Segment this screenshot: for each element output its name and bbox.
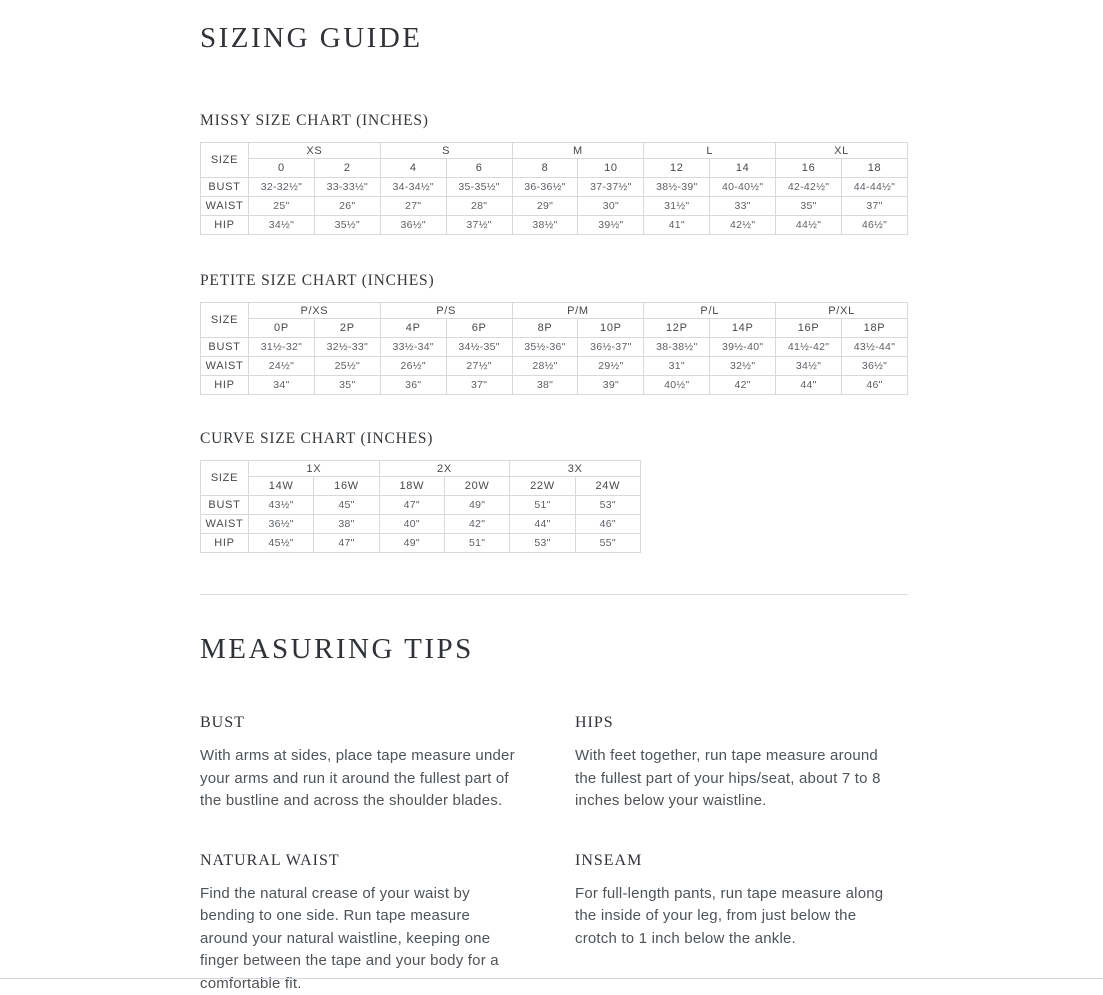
measurement-value: 25" — [249, 197, 315, 216]
measuring-tips-grid — [200, 713, 908, 995]
measurement-value: 26" — [314, 197, 380, 216]
measurement-value: 49" — [444, 496, 509, 515]
size-corner-label: SIZE — [201, 143, 249, 178]
curve-size-table — [200, 460, 641, 553]
measurement-value: 45½" — [249, 534, 314, 553]
size-label: 2P — [314, 319, 380, 338]
measurement-label: HIP — [201, 534, 249, 553]
size-label: 8 — [512, 159, 578, 178]
measurement-value: 37" — [842, 197, 908, 216]
measurement-value: 38" — [314, 515, 379, 534]
size-label: 14W — [249, 477, 314, 496]
size-label: 6P — [446, 319, 512, 338]
measurement-value: 29" — [512, 197, 578, 216]
measurement-value: 46" — [575, 515, 640, 534]
size-label: 2 — [314, 159, 380, 178]
size-label: 24W — [575, 477, 640, 496]
tip-bust-heading: BUST — [200, 713, 575, 732]
size-label: 14P — [710, 319, 776, 338]
size-group-label: 3X — [510, 461, 641, 477]
size-label: 10P — [578, 319, 644, 338]
measurement-value: 38-38½" — [644, 338, 710, 357]
measurement-value: 37" — [446, 376, 512, 395]
measurement-value: 37-37½" — [578, 178, 644, 197]
size-group-label: XS — [249, 143, 381, 159]
measurement-value: 27½" — [446, 357, 512, 376]
measurement-row — [201, 197, 908, 216]
missy-chart-title: MISSY SIZE CHART (INCHES) — [200, 111, 908, 130]
measurement-value: 36½" — [842, 357, 908, 376]
measurement-value: 43½-44" — [842, 338, 908, 357]
measurement-value: 47" — [314, 534, 379, 553]
measurement-value: 35½-36" — [512, 338, 578, 357]
tip-natural-waist — [200, 851, 575, 995]
size-label: 0P — [249, 319, 315, 338]
measurement-value: 44-44½" — [842, 178, 908, 197]
measurement-row — [201, 338, 908, 357]
measurement-value: 44" — [776, 376, 842, 395]
size-group-label: XL — [776, 143, 908, 159]
measurement-value: 39½-40" — [710, 338, 776, 357]
measurement-value: 35½" — [314, 216, 380, 235]
measurement-value: 32½-33" — [314, 338, 380, 357]
size-label: 20W — [444, 477, 509, 496]
measurement-value: 31½" — [644, 197, 710, 216]
measurement-value: 42" — [444, 515, 509, 534]
measurement-value: 53" — [575, 496, 640, 515]
measurement-label: BUST — [201, 338, 249, 357]
tip-inseam-heading: INSEAM — [575, 851, 908, 870]
measurement-value: 28" — [446, 197, 512, 216]
measurement-value: 29½" — [578, 357, 644, 376]
measurement-row — [201, 178, 908, 197]
tip-hips — [575, 713, 908, 813]
measurement-value: 44½" — [776, 216, 842, 235]
measurement-value: 51" — [510, 496, 575, 515]
size-group-label: P/XS — [249, 303, 381, 319]
measurement-value: 41½-42" — [776, 338, 842, 357]
measuring-tips-title: MEASURING TIPS — [200, 633, 908, 666]
measurement-value: 27" — [380, 197, 446, 216]
measurement-value: 33" — [710, 197, 776, 216]
measurement-value: 35" — [314, 376, 380, 395]
size-label: 4P — [380, 319, 446, 338]
measurement-value: 40" — [379, 515, 444, 534]
size-label: 16 — [776, 159, 842, 178]
size-group-label: 2X — [379, 461, 510, 477]
size-corner-label: SIZE — [201, 303, 249, 338]
measurement-value: 31½-32" — [249, 338, 315, 357]
size-group-label: P/L — [644, 303, 776, 319]
measurement-value: 36½" — [380, 216, 446, 235]
measurement-label: HIP — [201, 216, 249, 235]
measurement-value: 32½" — [710, 357, 776, 376]
curve-chart-title: CURVE SIZE CHART (INCHES) — [200, 429, 908, 448]
size-label: 18W — [379, 477, 444, 496]
measurement-value: 36½" — [249, 515, 314, 534]
measurement-value: 28½" — [512, 357, 578, 376]
measurement-value: 36" — [380, 376, 446, 395]
measurement-label: WAIST — [201, 197, 249, 216]
size-corner-label: SIZE — [201, 461, 249, 496]
measurement-label: BUST — [201, 178, 249, 197]
size-label: 10 — [578, 159, 644, 178]
size-label: 8P — [512, 319, 578, 338]
measurement-value: 42½" — [710, 216, 776, 235]
measurement-value: 43½" — [249, 496, 314, 515]
measurement-value: 46" — [842, 376, 908, 395]
measurement-value: 34" — [249, 376, 315, 395]
size-label: 16P — [776, 319, 842, 338]
measurement-label: HIP — [201, 376, 249, 395]
size-label: 22W — [510, 477, 575, 496]
measurement-value: 26½" — [380, 357, 446, 376]
measurement-row — [201, 216, 908, 235]
tip-bust-text: With arms at sides, place tape measure under your arms and run it around the fullest part of the bustline and across the shoulder blades. — [200, 745, 522, 813]
petite-size-table — [200, 302, 908, 395]
size-group-label: M — [512, 143, 644, 159]
tip-inseam-text: For full-length pants, run tape measure along the inside of your leg, from just below the crotch to 1 inch below the ankle. — [575, 883, 890, 951]
measurement-value: 55" — [575, 534, 640, 553]
size-label: 18 — [842, 159, 908, 178]
measurement-value: 41" — [644, 216, 710, 235]
size-label: 12P — [644, 319, 710, 338]
measurement-label: WAIST — [201, 357, 249, 376]
size-label: 12 — [644, 159, 710, 178]
measurement-value: 35-35½" — [446, 178, 512, 197]
measurement-value: 42" — [710, 376, 776, 395]
measurement-value: 44" — [510, 515, 575, 534]
measurement-label: BUST — [201, 496, 249, 515]
size-label: 16W — [314, 477, 379, 496]
measurement-value: 53" — [510, 534, 575, 553]
measurement-value: 39" — [578, 376, 644, 395]
measurement-value: 25½" — [314, 357, 380, 376]
size-label: 18P — [842, 319, 908, 338]
measurement-value: 40½" — [644, 376, 710, 395]
page-title: SIZING GUIDE — [200, 22, 908, 55]
measurement-value: 33-33½" — [314, 178, 380, 197]
measurement-value: 34½" — [776, 357, 842, 376]
size-group-label: P/M — [512, 303, 644, 319]
measurement-value: 47" — [379, 496, 444, 515]
size-group-label: L — [644, 143, 776, 159]
measurement-value: 38" — [512, 376, 578, 395]
measurement-value: 51" — [444, 534, 509, 553]
measurement-value: 32-32½" — [249, 178, 315, 197]
measurement-value: 34½-35" — [446, 338, 512, 357]
sizing-guide-content — [200, 0, 908, 995]
measurement-value: 40-40½" — [710, 178, 776, 197]
tip-hips-heading: HIPS — [575, 713, 908, 732]
missy-size-table — [200, 142, 908, 235]
measurement-value: 42-42½" — [776, 178, 842, 197]
measurement-value: 34½" — [249, 216, 315, 235]
measurement-value: 38½-39" — [644, 178, 710, 197]
measurement-value: 49" — [379, 534, 444, 553]
size-group-label: P/S — [380, 303, 512, 319]
size-label: 4 — [380, 159, 446, 178]
measurement-value: 24½" — [249, 357, 315, 376]
measurement-value: 46½" — [842, 216, 908, 235]
size-group-label: S — [380, 143, 512, 159]
measurement-label: WAIST — [201, 515, 249, 534]
page-bottom-divider — [0, 978, 1103, 979]
size-group-label: P/XL — [776, 303, 908, 319]
tip-natural-waist-heading: NATURAL WAIST — [200, 851, 575, 870]
measurement-row — [201, 534, 641, 553]
measurement-row — [201, 515, 641, 534]
measurement-value: 36½-37" — [578, 338, 644, 357]
tip-hips-text: With feet together, run tape measure around the fullest part of your hips/seat, about 7 to 8 inches below your waistline. — [575, 745, 890, 813]
measurement-row — [201, 376, 908, 395]
measurement-value: 36-36½" — [512, 178, 578, 197]
measurement-value: 30" — [578, 197, 644, 216]
measurement-value: 31" — [644, 357, 710, 376]
measurement-value: 33½-34" — [380, 338, 446, 357]
petite-chart-title: PETITE SIZE CHART (INCHES) — [200, 271, 908, 290]
measurement-value: 34-34½" — [380, 178, 446, 197]
size-group-label: 1X — [249, 461, 380, 477]
tip-inseam — [575, 851, 908, 995]
measurement-row — [201, 357, 908, 376]
measurement-value: 39½" — [578, 216, 644, 235]
size-label: 14 — [710, 159, 776, 178]
section-divider — [200, 594, 908, 595]
measurement-row — [201, 496, 641, 515]
measurement-value: 45" — [314, 496, 379, 515]
measurement-value: 37½" — [446, 216, 512, 235]
measurement-value: 38½" — [512, 216, 578, 235]
tip-natural-waist-text: Find the natural crease of your waist by bending to one side. Run tape measure around your natural waistline, keeping one finger between the tape and your body for a comfortable fit. — [200, 883, 522, 995]
size-label: 6 — [446, 159, 512, 178]
measurement-value: 35" — [776, 197, 842, 216]
size-label: 0 — [249, 159, 315, 178]
tip-bust — [200, 713, 575, 813]
